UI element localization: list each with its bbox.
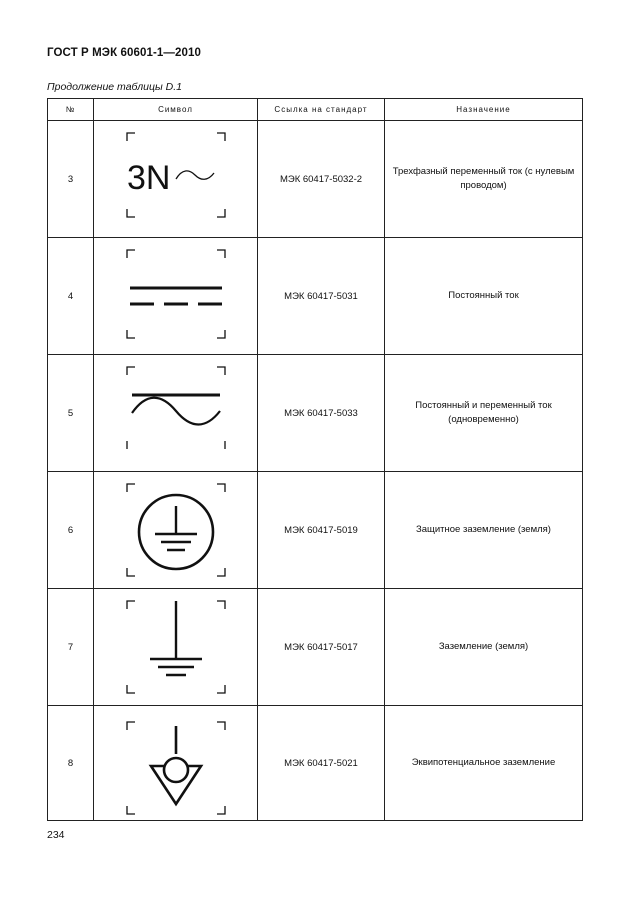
symbol-cell [94, 121, 258, 238]
row-number: 4 [48, 238, 94, 355]
table-caption: Продолжение таблицы D.1 [47, 81, 182, 93]
purpose-text: Заземление (земля) [385, 589, 583, 706]
symbol-cell [94, 355, 258, 472]
symbol-cell [94, 706, 258, 821]
column-header-symbol: Символ [94, 99, 258, 121]
row-number: 6 [48, 472, 94, 589]
purpose-text: Защитное заземление (земля) [385, 472, 583, 589]
purpose-text: Трехфазный переменный ток (с нулевым проводом) [385, 121, 583, 238]
table-row [48, 355, 583, 472]
protective-earth-icon [94, 472, 258, 588]
table-row [48, 589, 583, 706]
standard-reference: МЭК 60417-5031 [258, 238, 385, 355]
row-number: 7 [48, 589, 94, 706]
table-row [48, 238, 583, 355]
standard-reference: МЭК 60417-5032-2 [258, 121, 385, 238]
symbol-cell [94, 589, 258, 706]
standard-reference: МЭК 60417-5019 [258, 472, 385, 589]
symbol-label: 3N [127, 159, 171, 197]
symbol-cell [94, 238, 258, 355]
purpose-text: Постоянный ток [385, 238, 583, 355]
document-header: ГОСТ Р МЭК 60601-1—2010 [47, 47, 201, 59]
three-phase-neutral-ac-icon [94, 121, 258, 237]
standard-reference: МЭК 60417-5021 [258, 706, 385, 821]
standard-reference: МЭК 60417-5033 [258, 355, 385, 472]
purpose-text: Постоянный и переменный ток (одновременно) [385, 355, 583, 472]
symbol-cell [94, 472, 258, 589]
direct-current-icon [94, 238, 258, 354]
standard-reference: МЭК 60417-5017 [258, 589, 385, 706]
dc-and-ac-icon [94, 355, 258, 471]
row-number: 8 [48, 706, 94, 821]
table-row [48, 121, 583, 238]
table-row [48, 706, 583, 821]
table-header-row [48, 99, 583, 121]
column-header-number: № [48, 99, 94, 121]
purpose-text: Эквипотенциальное заземление [385, 706, 583, 821]
earth-ground-icon [94, 589, 258, 705]
table-row [48, 472, 583, 589]
row-number: 5 [48, 355, 94, 472]
page-number: 234 [47, 829, 65, 841]
column-header-reference: Ссылка на стандарт [258, 99, 385, 121]
row-number: 3 [48, 121, 94, 238]
symbols-table [47, 98, 583, 821]
equipotential-icon [94, 706, 258, 820]
column-header-purpose: Назначение [385, 99, 583, 121]
